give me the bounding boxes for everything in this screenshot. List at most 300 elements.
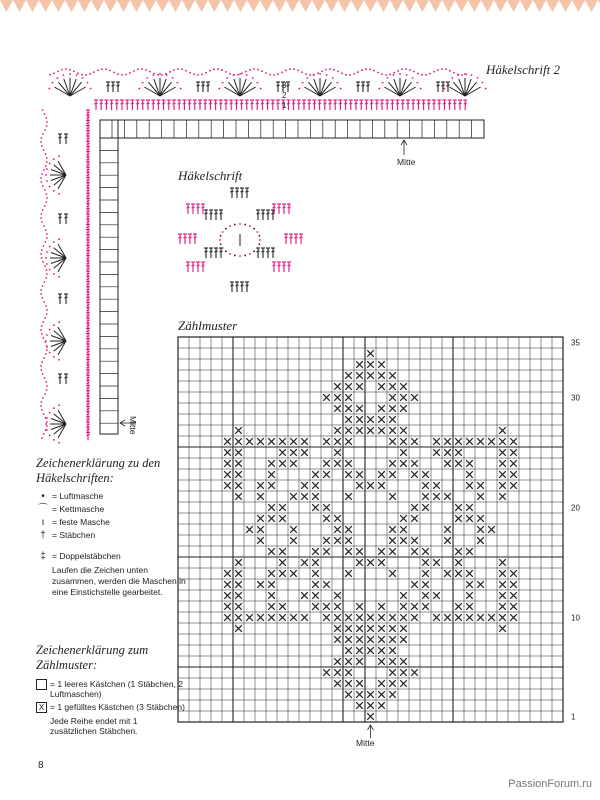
stitch-bar bbox=[365, 103, 368, 104]
stitch-bar bbox=[209, 213, 212, 214]
stitch-bar bbox=[86, 398, 89, 399]
chain-dot bbox=[177, 82, 179, 84]
chain-dot bbox=[378, 88, 380, 90]
chain-dot bbox=[193, 73, 195, 75]
stitch-bar bbox=[361, 85, 364, 86]
chain-dot bbox=[397, 70, 399, 72]
chain-dot bbox=[93, 71, 95, 73]
stitch-bar bbox=[86, 149, 89, 150]
stitch-bar bbox=[86, 185, 89, 186]
stitch-bar bbox=[464, 103, 467, 104]
fan-stitch bbox=[54, 331, 66, 341]
chain-dot bbox=[246, 74, 248, 76]
chain-dot bbox=[482, 82, 484, 84]
chain-dot bbox=[313, 74, 315, 76]
chain-dot bbox=[297, 69, 299, 71]
chain-dot bbox=[477, 77, 479, 79]
chain-dot bbox=[52, 82, 54, 84]
stitch-bar bbox=[86, 128, 89, 129]
chain-dot bbox=[293, 68, 295, 70]
chain-dot bbox=[249, 253, 251, 255]
chain-dot bbox=[353, 73, 355, 75]
chain-dot bbox=[229, 225, 231, 227]
chain-dot bbox=[44, 205, 46, 207]
stitch-bar bbox=[261, 251, 264, 252]
chain-dot bbox=[41, 137, 43, 139]
chain-dot bbox=[109, 70, 111, 72]
chain-dot bbox=[125, 74, 127, 76]
stitch-bar bbox=[282, 265, 285, 266]
stitch-bar bbox=[86, 419, 89, 420]
chain-dot bbox=[181, 68, 183, 70]
stitch-bar bbox=[86, 242, 89, 243]
stitch-bar bbox=[245, 285, 248, 286]
chain-dot bbox=[405, 68, 407, 70]
legend-note: Laufen die Zeichen unten zusammen, werden die Maschen in eine Einstichstelle gearbeitet. bbox=[52, 565, 186, 597]
stitch-bar bbox=[256, 251, 259, 252]
chain-dot bbox=[142, 82, 144, 84]
stitch-bar bbox=[328, 103, 331, 104]
stitch-bar bbox=[157, 103, 160, 104]
fan-stitch bbox=[54, 175, 66, 185]
stitch-bar bbox=[100, 103, 103, 104]
chain-dot bbox=[289, 68, 291, 70]
stitch-bar bbox=[287, 207, 290, 208]
stitch-bar bbox=[256, 103, 259, 104]
chain-dot bbox=[45, 153, 47, 155]
legend-row bbox=[36, 702, 186, 712]
chain-dot bbox=[165, 73, 167, 75]
legend-label: = Kettmasche bbox=[52, 504, 105, 514]
chain-dot bbox=[252, 77, 254, 79]
chain-dot bbox=[256, 247, 258, 249]
chain-dot bbox=[244, 224, 246, 226]
stitch-bar bbox=[86, 211, 89, 212]
chain-dot bbox=[220, 243, 222, 245]
legend-label: = 1 gefülltes Kästchen (3 Stäbchen) bbox=[50, 702, 185, 712]
chain-dot bbox=[90, 88, 92, 90]
stitch-bar bbox=[86, 159, 89, 160]
fan-stitch bbox=[54, 424, 66, 434]
stitch-bar bbox=[201, 265, 204, 266]
chain-dot bbox=[386, 77, 388, 79]
stitch-bar bbox=[396, 103, 399, 104]
chain-dot bbox=[159, 73, 161, 75]
legend-label: = feste Masche bbox=[52, 517, 110, 527]
chain-dot bbox=[257, 69, 259, 71]
stitch-bar bbox=[86, 180, 89, 181]
stitch-bar bbox=[115, 103, 118, 104]
chain-dot bbox=[382, 82, 384, 84]
chain-dot bbox=[281, 71, 283, 73]
chain-dot bbox=[69, 69, 71, 71]
watermark: PassionForum.ru bbox=[508, 778, 592, 790]
stitch-bar bbox=[245, 191, 248, 192]
fan-stitch bbox=[453, 82, 465, 96]
stitch-bar bbox=[284, 237, 287, 238]
chain-dot bbox=[392, 74, 394, 76]
stitch-bar bbox=[344, 103, 347, 104]
chain-dot bbox=[399, 73, 401, 75]
chain-dot bbox=[46, 157, 48, 159]
chain-dot bbox=[253, 228, 255, 230]
chain-dot bbox=[46, 425, 48, 427]
chain-dot bbox=[41, 409, 43, 411]
chain-dot bbox=[234, 255, 236, 257]
chain-dot bbox=[45, 229, 47, 231]
stitch-bar bbox=[94, 103, 97, 104]
chain-dot bbox=[451, 77, 453, 79]
chart-row-label: 1 bbox=[571, 712, 576, 722]
fan-stitch bbox=[240, 82, 252, 96]
chain-dot bbox=[349, 74, 351, 76]
chain-dot bbox=[53, 241, 55, 243]
top-grid bbox=[100, 120, 484, 138]
chain-dot bbox=[277, 73, 279, 75]
stitch-bar bbox=[401, 103, 404, 104]
chain-dot bbox=[258, 243, 260, 245]
chain-dot bbox=[345, 74, 347, 76]
chain-dot bbox=[44, 341, 46, 343]
chain-dot bbox=[56, 77, 58, 79]
chain-dot bbox=[46, 121, 48, 123]
stitch-bar bbox=[412, 103, 415, 104]
chain-dot bbox=[146, 77, 148, 79]
chain-dot bbox=[40, 141, 42, 143]
chain-dot bbox=[41, 297, 43, 299]
stitch-bar bbox=[201, 85, 204, 86]
chain-dot bbox=[46, 125, 48, 127]
stitch-bar bbox=[86, 331, 89, 332]
stitch-bar bbox=[289, 237, 292, 238]
legend-label: = 1 leeres Kästchen (1 Stäbchen, 2 Luftmaschen) bbox=[50, 679, 184, 699]
stitch-bar bbox=[308, 103, 311, 104]
chain-dot bbox=[42, 397, 44, 399]
chain-dot bbox=[225, 250, 227, 252]
chain-dot bbox=[43, 357, 45, 359]
stitch-bar bbox=[178, 237, 181, 238]
chain-dot bbox=[40, 405, 42, 407]
legend-chart bbox=[36, 643, 186, 739]
stitch-bar bbox=[86, 201, 89, 202]
stitch-bar bbox=[86, 195, 89, 196]
stitch-bar bbox=[209, 103, 212, 104]
stitch-bar bbox=[86, 164, 89, 165]
chain-dot bbox=[42, 209, 44, 211]
chain-dot bbox=[45, 201, 47, 203]
stitch-bar bbox=[375, 103, 378, 104]
chain-dot bbox=[46, 334, 48, 336]
stitch-bar bbox=[86, 362, 89, 363]
chain-dot bbox=[217, 68, 219, 70]
chain-dot bbox=[317, 72, 319, 74]
double-crochet-icon: † bbox=[40, 530, 46, 541]
stitch-bar bbox=[193, 103, 196, 104]
stitch-bar bbox=[230, 191, 233, 192]
chain-dot bbox=[45, 165, 47, 167]
chain-dot bbox=[337, 70, 339, 72]
legend-row bbox=[36, 529, 186, 542]
stitch-bar bbox=[86, 341, 89, 342]
stitch-bar bbox=[277, 207, 280, 208]
chain-dot bbox=[222, 231, 224, 233]
stitch-bar bbox=[235, 285, 238, 286]
empty-box-icon bbox=[36, 679, 47, 690]
motif-title: Häkelschrift bbox=[178, 168, 243, 183]
chain-dot bbox=[53, 324, 55, 326]
chain-dot bbox=[213, 68, 215, 70]
stitch-bar bbox=[86, 315, 89, 316]
chain-dot bbox=[42, 321, 44, 323]
chain-dot bbox=[225, 228, 227, 230]
fan-stitch bbox=[465, 82, 477, 96]
legend-row bbox=[36, 550, 186, 563]
stitch-bar bbox=[106, 85, 109, 86]
chain-dot bbox=[85, 74, 87, 76]
chain-dot bbox=[45, 353, 47, 355]
chain-dot bbox=[269, 74, 271, 76]
chain-dot bbox=[87, 82, 89, 84]
stitch-bar bbox=[201, 207, 204, 208]
stitch-bar bbox=[204, 103, 207, 104]
chain-dot bbox=[45, 174, 47, 176]
chart-row-label: 35 bbox=[571, 338, 580, 348]
chain-dot bbox=[425, 74, 427, 76]
chain-dot bbox=[89, 73, 91, 75]
chain-dot bbox=[97, 69, 99, 71]
chain-dot bbox=[58, 404, 60, 406]
stitch-bar bbox=[86, 409, 89, 410]
stitch-bar bbox=[245, 103, 248, 104]
stitch-bar bbox=[323, 103, 326, 104]
fan-stitch bbox=[54, 248, 66, 258]
edging-row-number: 3 bbox=[282, 81, 287, 90]
chain-dot bbox=[46, 161, 48, 163]
chain-dot bbox=[169, 71, 171, 73]
stitch-bar bbox=[58, 297, 61, 298]
chain-dot bbox=[45, 277, 47, 279]
chain-dot bbox=[46, 233, 48, 235]
side-grid bbox=[100, 120, 118, 434]
stitch-bar bbox=[86, 263, 89, 264]
stitch-bar bbox=[105, 103, 108, 104]
stitch-bar bbox=[86, 305, 89, 306]
stitch-bar bbox=[386, 103, 389, 104]
chain-dot bbox=[121, 74, 123, 76]
stitch-bar bbox=[196, 207, 199, 208]
chain-dot bbox=[385, 74, 387, 76]
chain-dot bbox=[321, 70, 323, 72]
chain-dot bbox=[81, 74, 83, 76]
chain-dot bbox=[420, 88, 422, 90]
chain-dot bbox=[58, 321, 60, 323]
stitch-bar bbox=[178, 103, 181, 104]
chain-dot bbox=[239, 255, 241, 257]
legend-note: Jede Reihe endet mit 1 zusätzlichen Stäbchen. bbox=[50, 716, 138, 736]
stitch-bar bbox=[116, 85, 119, 86]
chain-dot bbox=[305, 73, 307, 75]
chain-dot bbox=[421, 74, 423, 76]
chain-dot bbox=[225, 71, 227, 73]
stitch-bar bbox=[240, 103, 243, 104]
stitch-bar bbox=[86, 310, 89, 311]
chain-dot bbox=[332, 77, 334, 79]
fan-stitch bbox=[54, 341, 66, 351]
chain-dot bbox=[43, 149, 45, 151]
edging-row-number: 2 bbox=[282, 91, 287, 100]
fan-stitch bbox=[54, 165, 66, 175]
chain-dot bbox=[457, 74, 459, 76]
chart-row-label: 20 bbox=[571, 503, 580, 513]
stitch-bar bbox=[86, 383, 89, 384]
stitch-bar bbox=[186, 207, 189, 208]
chain-dot bbox=[58, 193, 60, 195]
chain-dot bbox=[45, 417, 47, 419]
chain-dot bbox=[41, 173, 43, 175]
chain-dot bbox=[234, 224, 236, 226]
filet-chart bbox=[172, 330, 592, 750]
stitch-bar bbox=[162, 103, 165, 104]
chain-dot bbox=[113, 72, 115, 74]
chain-dot bbox=[401, 69, 403, 71]
stitch-bar bbox=[58, 377, 61, 378]
stitch-bar bbox=[86, 133, 89, 134]
chain-dot bbox=[429, 73, 431, 75]
chain-dot bbox=[412, 77, 414, 79]
stitch-bar bbox=[86, 325, 89, 326]
stitch-bar bbox=[354, 103, 357, 104]
stitch-bar bbox=[64, 217, 67, 218]
stitch-bar bbox=[196, 85, 199, 86]
chain-dot bbox=[45, 193, 47, 195]
stitch-bar bbox=[276, 103, 279, 104]
chain-dot bbox=[229, 253, 231, 255]
chain-dot bbox=[149, 71, 151, 73]
fan-stitch bbox=[160, 82, 172, 96]
stitch-bar bbox=[334, 103, 337, 104]
stitch-bar bbox=[86, 424, 89, 425]
chain-dot bbox=[44, 393, 46, 395]
stitch-bar bbox=[188, 103, 191, 104]
stitch-bar bbox=[167, 103, 170, 104]
chart-row-label: 30 bbox=[571, 393, 580, 403]
stitch-bar bbox=[86, 357, 89, 358]
stitch-bar bbox=[360, 103, 363, 104]
chain-dot bbox=[82, 77, 84, 79]
chain-dot bbox=[306, 77, 308, 79]
chain-dot bbox=[43, 281, 45, 283]
chain-dot bbox=[45, 381, 47, 383]
stitch-bar bbox=[256, 213, 259, 214]
stitch-bar bbox=[86, 377, 89, 378]
stitch-bar bbox=[230, 103, 233, 104]
chain-dot bbox=[46, 263, 48, 265]
single-crochet-icon: ı bbox=[41, 517, 45, 528]
stitch-bar bbox=[191, 207, 194, 208]
stitch-bar bbox=[120, 103, 123, 104]
chain-dot bbox=[443, 88, 445, 90]
stitch-bar bbox=[86, 273, 89, 274]
stitch-bar bbox=[86, 388, 89, 389]
stitch-bar bbox=[366, 85, 369, 86]
stitch-bar bbox=[86, 175, 89, 176]
chain-dot bbox=[40, 369, 42, 371]
stitch-bar bbox=[86, 112, 89, 113]
chain-dot bbox=[471, 74, 473, 76]
chain-dot bbox=[43, 433, 45, 435]
stitch-bar bbox=[183, 237, 186, 238]
chain-dot bbox=[42, 109, 44, 111]
stitch-bar bbox=[261, 213, 264, 214]
chain-dot bbox=[259, 239, 261, 241]
chain-dot bbox=[49, 163, 51, 165]
stitch-bar bbox=[86, 138, 89, 139]
chain-dot bbox=[61, 69, 63, 71]
chain-dot bbox=[222, 82, 224, 84]
stitch-bar bbox=[204, 213, 207, 214]
stitch-bar bbox=[349, 103, 352, 104]
chain-dot bbox=[101, 68, 103, 70]
chain-dot bbox=[189, 72, 191, 74]
stitch-bar bbox=[271, 103, 274, 104]
stitch-bar bbox=[86, 403, 89, 404]
chain-dot bbox=[357, 71, 359, 73]
stitch-bar bbox=[294, 237, 297, 238]
stitch-bar bbox=[86, 117, 89, 118]
chain-dot bbox=[341, 72, 343, 74]
stitch-bar bbox=[86, 232, 89, 233]
stitch-bar bbox=[453, 103, 456, 104]
stitch-bar bbox=[193, 237, 196, 238]
stitch-bar bbox=[206, 85, 209, 86]
chain-dot bbox=[41, 437, 43, 439]
chain-dot bbox=[58, 155, 60, 157]
chain-dot bbox=[46, 180, 48, 182]
chain-dot bbox=[49, 352, 51, 354]
chain-dot bbox=[73, 70, 75, 72]
stitch-bar bbox=[219, 103, 222, 104]
stitch-bar bbox=[58, 137, 61, 138]
chain-dot bbox=[43, 245, 45, 247]
chain-dot bbox=[239, 73, 241, 75]
stitch-bar bbox=[110, 103, 113, 104]
chain-dot bbox=[201, 73, 203, 75]
stitch-bar bbox=[183, 103, 186, 104]
legend-row bbox=[36, 516, 186, 529]
stitch-bar bbox=[86, 414, 89, 415]
chain-dot bbox=[58, 442, 60, 444]
chain-dot bbox=[177, 68, 179, 70]
chain-dot bbox=[285, 70, 287, 72]
chain-dot bbox=[76, 74, 78, 76]
stitch-bar bbox=[131, 103, 134, 104]
chain-stitch-icon: • bbox=[41, 491, 45, 502]
chain-dot bbox=[172, 77, 174, 79]
chain-dot bbox=[302, 82, 304, 84]
stitch-bar bbox=[313, 103, 316, 104]
chain-dot bbox=[43, 301, 45, 303]
chain-dot bbox=[42, 285, 44, 287]
chain-dot bbox=[45, 117, 47, 119]
chain-dot bbox=[365, 68, 367, 70]
stitch-bar bbox=[250, 103, 253, 104]
stitch-bar bbox=[86, 221, 89, 222]
center-label-top: Mitte bbox=[397, 157, 416, 167]
stitch-bar bbox=[299, 237, 302, 238]
fan-stitch bbox=[388, 82, 400, 96]
chain-dot bbox=[53, 158, 55, 160]
stitch-bar bbox=[214, 251, 217, 252]
